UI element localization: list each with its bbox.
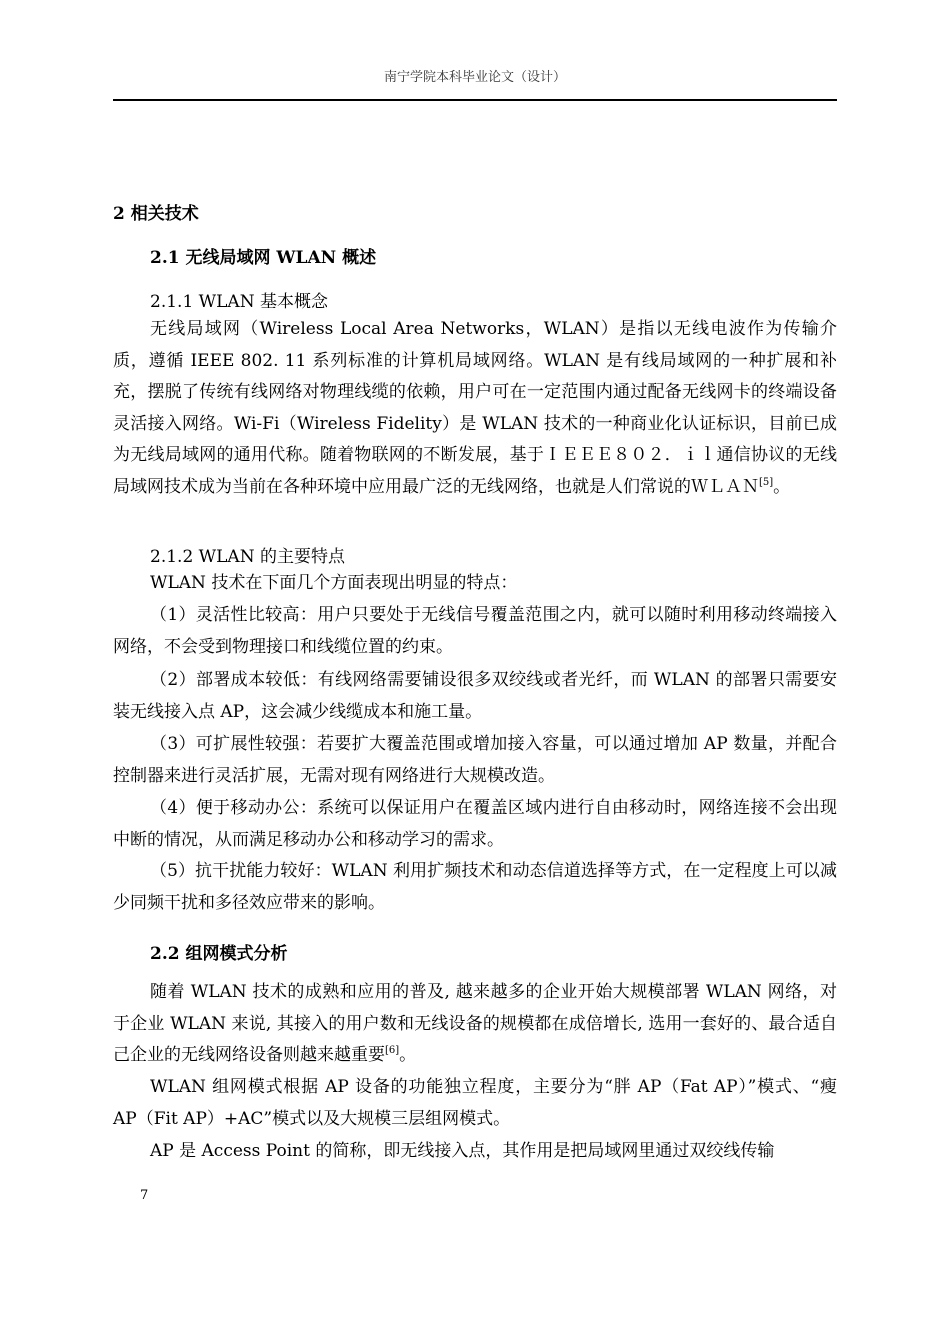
running-header: 南宁学院本科毕业论文（设计） <box>383 70 566 85</box>
citation-6: [6] <box>385 1045 400 1056</box>
feature-item-4: （4）便于移动办公：系统可以保证用户在覆盖区域内进行自由移动时，网络连接不会出现中断的情况，从而满足移动办公和移动学习的需求。 <box>113 798 837 850</box>
section-2-1-1-heading: 2.1.1 WLAN 基本概念 <box>150 292 328 312</box>
header-rule <box>113 99 837 101</box>
paragraph-networking-2: WLAN 组网模式根据 AP 设备的功能独立程度，主要分为“胖 AP（Fat AP）”模式、“瘦 AP（Fit AP）+AC”模式以及大规模三层组网模式。 <box>113 1077 837 1129</box>
paragraph-networking-1 <box>113 977 837 1072</box>
paragraph-end: 。 <box>399 1045 417 1065</box>
paragraph-text: 无线局域网（Wireless Local Area Networks，WLAN）是指以无线电波作为传输介质，遵循 IEEE 802. 11 系列标准的计算机局域网络。WLAN 是有线局域网的一种扩展和补充，摆脱了传统有线网络对物理线缆的依赖，用户可在一定范围内通过配备无线网卡的终端设备灵活接入网络。Wi-Fi（Wireless Fidelity）是 WLAN 技术的一种商业化认证标识，目前已成为无线局域网的通用代称。随着物联网的不断发展，基于ＩＥＥＥ８０２．ｉｌ通信协议的无线局域网技术成为当前在各种环境中应用最广泛的无线网络，也就是人们常说的ＷＬＡＮ <box>113 319 837 497</box>
paragraph-text: 随着 WLAN 技术的成熟和应用的普及, 越来越多的企业开始大规模部署 WLAN 网络，对于企业 WLAN 来说, 其接入的用户数和无线设备的规模都在成倍增长, 选用一套好的、最合适自己企业的无线网络设备则越来越重要 <box>113 982 837 1065</box>
section-2-2-heading: 2.2 组网模式分析 <box>150 944 288 964</box>
feature-item-1: （1）灵活性比较高：用户只要处于无线信号覆盖范围之内，就可以随时利用移动终端接入网络，不会受到物理接口和线缆位置的约束。 <box>113 605 837 657</box>
feature-item-2: （2）部署成本较低：有线网络需要铺设很多双绞线或者光纤，而 WLAN 的部署只需要安装无线接入点 AP，这会减少线缆成本和施工量。 <box>113 670 837 722</box>
citation-5: [5] <box>759 476 774 488</box>
section-2-heading: 2 相关技术 <box>113 204 199 224</box>
feature-item-5: （5）抗干扰能力较好：WLAN 利用扩频技术和动态信道选择等方式，在一定程度上可以减少同频干扰和多径效应带来的影响。 <box>113 861 837 913</box>
features-intro: WLAN 技术在下面几个方面表现出明显的特点： <box>150 573 518 593</box>
section-2-1-heading: 2.1 无线局域网 WLAN 概述 <box>150 248 377 268</box>
paragraph-networking-3: AP 是 Access Point 的简称，即无线接入点，其作用是把局域网里通过双绞线传输 <box>150 1141 775 1161</box>
paragraph-wlan-concept <box>113 314 837 503</box>
paragraph-end: 。 <box>773 476 791 497</box>
page-number: 7 <box>140 1188 149 1203</box>
feature-item-3: （3）可扩展性较强：若要扩大覆盖范围或增加接入容量，可以通过增加 AP 数量，并配合控制器来进行灵活扩展，无需对现有网络进行大规模改造。 <box>113 734 837 786</box>
section-2-1-2-heading: 2.1.2 WLAN 的主要特点 <box>150 547 345 567</box>
